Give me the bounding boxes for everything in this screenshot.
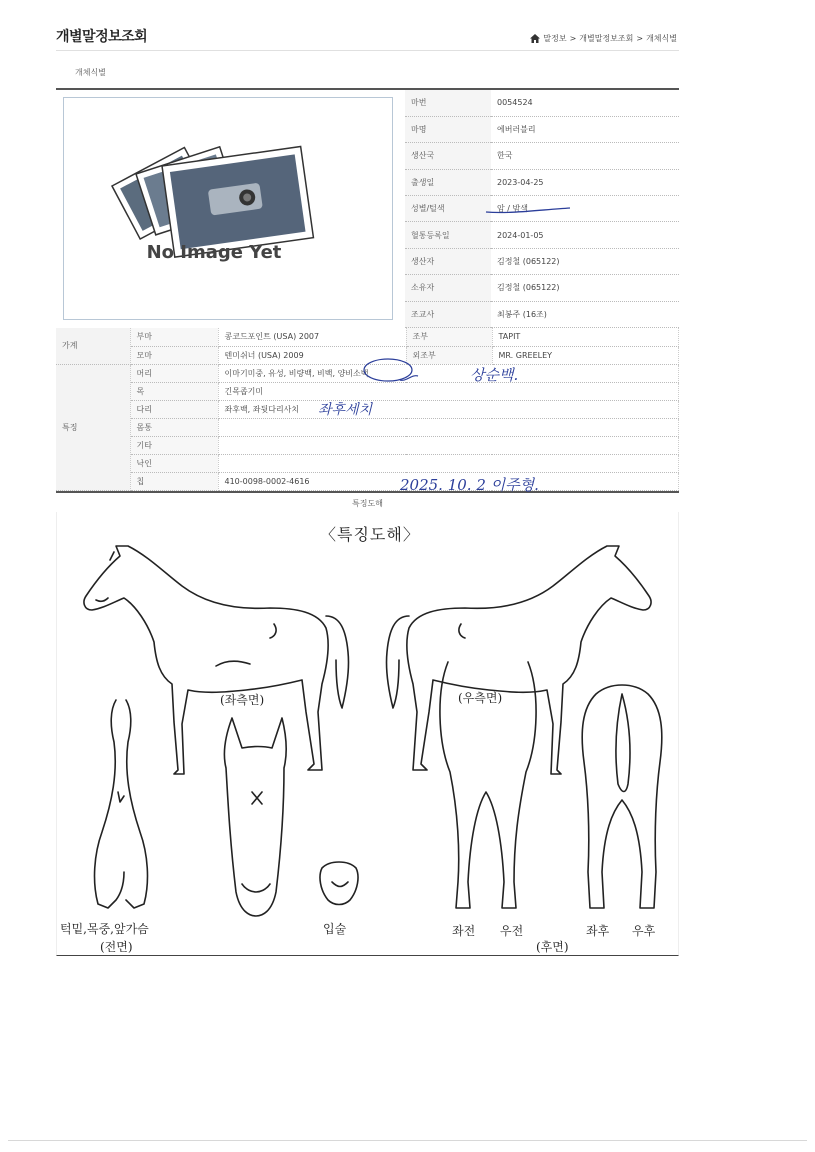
info-value: 한국 <box>491 143 679 169</box>
table-row <box>405 143 679 169</box>
label-rear: (후면) <box>536 940 569 954</box>
info-value: 김정철 (065122) <box>491 248 679 274</box>
feature-value-other <box>218 437 679 455</box>
info-label: 소유자 <box>405 275 491 301</box>
breadcrumb-item-individual-horse[interactable]: 개별말정보조회 <box>579 34 634 43</box>
handwritten-head-note: 상순백. <box>470 366 519 384</box>
label-lips: 입술 <box>323 922 347 936</box>
diagram-title: 〈특징도해〉 <box>320 525 420 544</box>
info-value: 에버러블리 <box>491 116 679 142</box>
info-value: 최봉주 (16조) <box>491 301 679 327</box>
label-front-left: 좌전 <box>452 924 476 938</box>
info-label: 마번 <box>405 90 491 116</box>
damsire-label: 외조부 <box>406 346 492 364</box>
header-divider <box>56 50 679 51</box>
feature-label-head: 머리 <box>130 364 218 382</box>
info-label: 혈통등록일 <box>405 222 491 248</box>
dam-label: 모마 <box>130 346 218 364</box>
table-row <box>56 328 679 346</box>
info-label: 출생일 <box>405 169 491 195</box>
page-bottom-line <box>8 1140 807 1141</box>
feature-value-neck: 긴목좁기미 <box>218 382 679 400</box>
handwritten-date-signature: 2025. 10. 2 이주형. <box>400 476 539 494</box>
dam-value[interactable]: 텐미쉬너 (USA) 2009 <box>218 346 406 364</box>
feature-label-body: 몸통 <box>130 418 218 436</box>
handwritten-leg-note: 좌후세치 <box>318 402 373 418</box>
horse-left-side-figure <box>84 546 349 774</box>
horse-photo-placeholder <box>63 97 393 320</box>
horse-right-side-figure <box>386 546 651 774</box>
no-image-icon <box>64 98 393 320</box>
info-value: 2024-01-05 <box>491 222 679 248</box>
grandsire-value[interactable]: TAPIT <box>492 328 679 346</box>
table-row <box>405 248 679 274</box>
horse-head-front-figure <box>224 718 286 916</box>
breadcrumb-item-horse-info[interactable]: 말정보 <box>543 34 567 43</box>
table-row <box>405 301 679 327</box>
info-value: 김정철 (065122) <box>491 275 679 301</box>
handwritten-circle <box>360 356 420 386</box>
label-front-body: 턱밑,목중,앞가슴 <box>60 922 149 936</box>
horse-lips-figure <box>320 862 358 905</box>
horse-rear-figure <box>582 685 662 908</box>
damsire-value[interactable]: MR. GREELEY <box>492 346 679 364</box>
table-row <box>56 418 679 436</box>
table-row <box>405 169 679 195</box>
label-left-side: (좌측면) <box>220 693 265 707</box>
table-row <box>56 437 679 455</box>
feature-value-body <box>218 418 679 436</box>
info-value: 암 / 밤색 <box>491 196 679 222</box>
feature-value-head: 이마기미중, 유성, 비량백, 비백, 양비소백 <box>218 364 679 382</box>
breadcrumb <box>530 33 677 44</box>
feature-value-chip: 410-0098-0002-4616 <box>218 473 679 491</box>
grandsire-label: 조부 <box>406 328 492 346</box>
label-front: (전면) <box>100 940 133 954</box>
table-row <box>56 473 679 491</box>
info-value: 0054524 <box>491 90 679 116</box>
diagram-caption: 특징도해 <box>352 499 383 508</box>
pedigree-group-label: 가계 <box>56 328 130 364</box>
table-row <box>405 222 679 248</box>
sire-label: 부마 <box>130 328 218 346</box>
features-group-label: 특징 <box>56 364 130 491</box>
feature-label-legs: 다리 <box>130 400 218 418</box>
handwritten-underline <box>484 200 574 220</box>
horse-diagram-drawing <box>56 512 679 956</box>
info-label: 마명 <box>405 116 491 142</box>
table-row <box>56 455 679 473</box>
feature-label-other: 기타 <box>130 437 218 455</box>
label-right-side: (우측면) <box>458 691 503 705</box>
tab-identification[interactable]: 개체식별 <box>75 68 106 77</box>
sire-value[interactable]: 콩코드포인트 (USA) 2007 <box>218 328 406 346</box>
info-label: 생산국 <box>405 143 491 169</box>
page-title: 개별말정보조회 <box>56 29 148 45</box>
no-image-text: No Image Yet <box>146 242 282 263</box>
breadcrumb-separator: > <box>569 34 577 43</box>
table-row <box>405 116 679 142</box>
feature-label-brand: 낙인 <box>130 455 218 473</box>
feature-value-legs: 좌후백, 좌뒷다리사치 <box>218 400 679 418</box>
feature-value-brand <box>218 455 679 473</box>
label-rear-left: 좌후 <box>586 924 610 938</box>
feature-label-chip: 칩 <box>130 473 218 491</box>
label-rear-right: 우후 <box>632 924 656 938</box>
horse-chest-front-figure <box>95 700 148 908</box>
info-label: 생산자 <box>405 248 491 274</box>
home-icon[interactable] <box>530 34 540 43</box>
info-label: 조교사 <box>405 301 491 327</box>
table-bottom-divider <box>56 491 679 493</box>
label-front-right: 우전 <box>500 924 524 938</box>
table-row <box>405 90 679 116</box>
breadcrumb-item-identification[interactable]: 개체식별 <box>646 34 677 43</box>
info-value: 2023-04-25 <box>491 169 679 195</box>
feature-label-neck: 목 <box>130 382 218 400</box>
breadcrumb-separator: > <box>636 34 644 43</box>
info-label: 성별/털색 <box>405 196 491 222</box>
table-row <box>405 275 679 301</box>
